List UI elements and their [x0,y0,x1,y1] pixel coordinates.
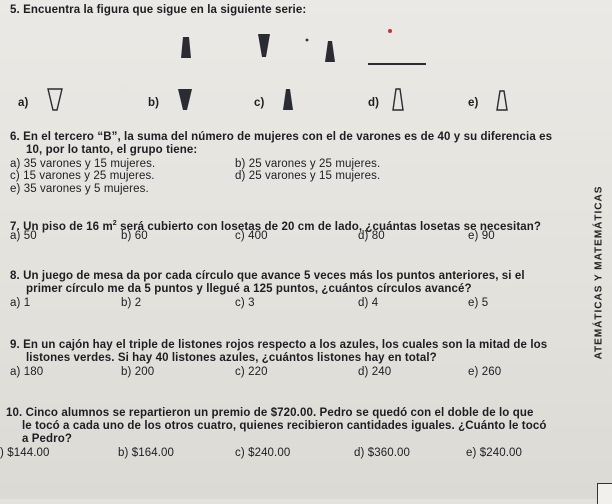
q10-text-line3: a Pedro? [22,433,73,445]
series-dot-red [385,26,395,36]
q6-option-e: e) 35 varones y 5 mujeres. [10,183,149,195]
series-figure-3 [322,40,338,64]
q7-option-a: a) 50 [10,230,37,242]
q10-option-c: c) $240.00 [235,447,291,459]
q10-option-e: e) $240.00 [466,447,522,459]
series-figure-2 [256,33,272,59]
q8-text-line2: primer círculo me da 5 puntos y llegué a 125 puntos, ¿cuántos círculos avancé? [26,283,472,295]
answer-blank-line [368,63,426,65]
q8-option-e: e) 5 [468,297,489,309]
q7-text-line1: 7. Un piso de 16 $m^2$ será cubierto con losetas de 20 cm de lado, ¿cuántas losetas se necesitan? [10,220,541,233]
series-dot [303,36,311,44]
q10-option-b: b) $164.00 [118,447,174,459]
q9-option-a: a) 180 [10,366,44,378]
q8-option-c: c) 3 [235,297,255,309]
side-vertical-title: ATEMÁTICAS Y MATEMÁTICAS [593,185,605,360]
corner-frame [597,483,612,504]
q8-text-line1: 8. Un juego de mesa da por cada círculo que avance 5 veces más los puntos anteriores, si el [10,270,525,282]
q8-option-b: b) 2 [121,297,142,309]
q7-option-c: c) 400 [235,230,268,242]
series-figure-1 [178,36,194,60]
q5-prompt: 5. Encuentra la figura que sigue en la siguiente serie: [10,4,307,16]
q6-text-line1: 6. En el tercero “B”, la suma del número de mujeres con el de varones es de 40 y su diferencia es [10,131,553,143]
q7-option-d: d) 80 [358,230,385,242]
q5-option-d-label: d) [368,97,380,109]
q9-text-line1: 9. En un cajón hay el triple de listones rojos respecto a los azules, los cuales son la mitad de los [10,339,548,351]
q10-option-a: ) $144.00 [0,447,50,459]
q9-text-line2: listones verdes. Si hay 40 listones azules, ¿cuántos listones hay en total? [26,352,437,364]
q8-option-d: d) 4 [358,297,379,309]
q9-option-d: d) 240 [358,366,392,378]
q9-option-e: e) 260 [468,366,502,378]
option-e-figure [494,90,510,112]
option-a-figure [46,88,64,112]
q10-text-line2: le tocó a cada uno de los otros cuatro, quienes recibieron cantidades iguales. ¿Cuánto le tocó [22,420,547,432]
q5-option-b-label: b) [148,97,160,109]
q6-option-b: b) 25 varones y 25 mujeres. [235,158,381,170]
q9-option-c: c) 220 [235,366,268,378]
q9-option-b: b) 200 [121,366,155,378]
q5-option-a-label: a) [18,97,29,109]
q7-option-b: b) 60 [121,230,148,242]
q6-option-c: c) 15 varones y 25 mujeres. [10,170,155,182]
option-c-figure [280,88,296,112]
q6-text-line2: 10, por lo tanto, el grupo tiene: [26,144,198,156]
option-d-figure [390,88,406,112]
q6-option-d: d) 25 varones y 15 mujeres. [235,170,381,182]
q6-option-a: a) 35 varones y 15 mujeres. [10,158,156,170]
q10-text-line1: 10. Cinco alumnos se repartieron un premio de $720.00. Pedro se quedó con el doble de lo que [6,407,534,419]
q10-option-d: d) $360.00 [354,447,410,459]
q7-option-e: e) 90 [468,230,495,242]
q5-option-c-label: c) [254,97,265,109]
option-b-figure [176,88,194,112]
q5-option-e-label: e) [468,97,479,109]
q8-option-a: a) 1 [10,297,31,309]
